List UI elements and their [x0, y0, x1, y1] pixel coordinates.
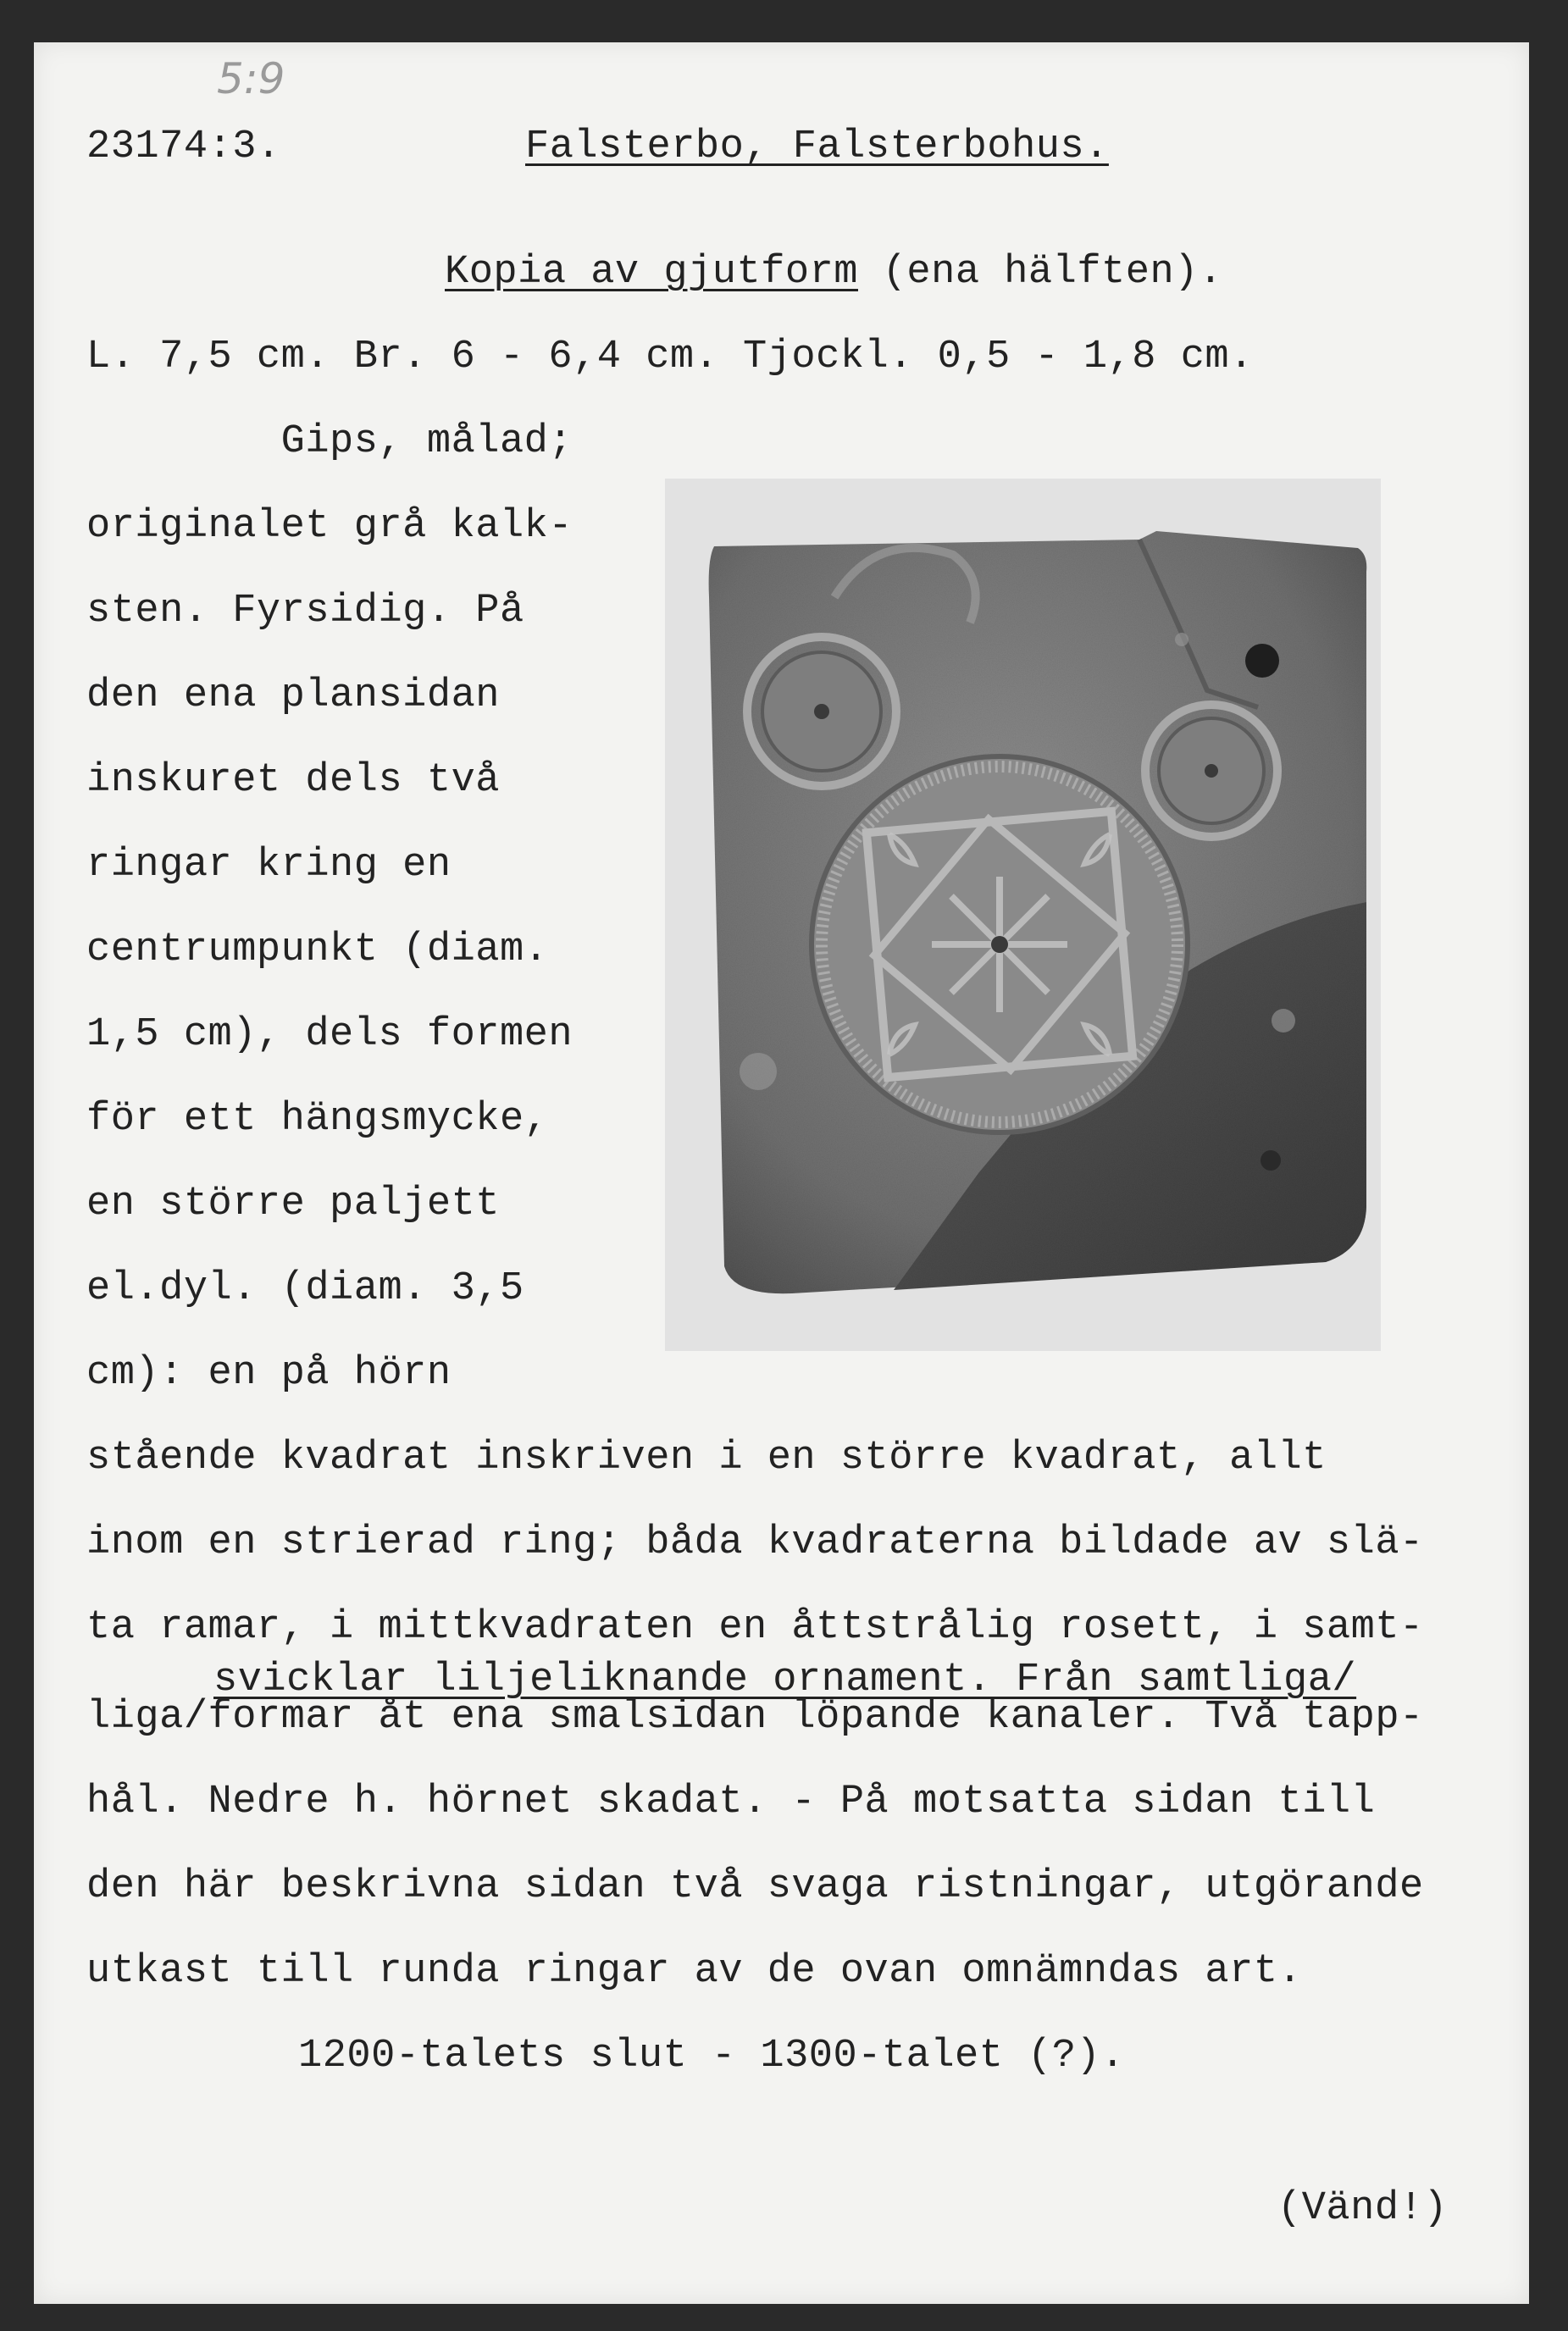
description-line: för ett hängsmycke,	[86, 1097, 549, 1142]
peg-hole	[1245, 644, 1279, 678]
dating-line: 1200-talets slut - 1300-talet (?).	[298, 2034, 1125, 2079]
catalog-number: 23174:3.	[86, 125, 281, 169]
description-line: originalet grå kalk-	[86, 504, 573, 549]
description-line: sten. Fyrsidig. På	[86, 589, 524, 634]
description-line: cm): en på hörn	[86, 1351, 452, 1396]
description-line: liga/formar åt ena smalsidan löpande kanaler. Två tapp-	[86, 1695, 1424, 1740]
location-heading: Falsterbo, Falsterbohus.	[525, 125, 1109, 169]
mould-photograph	[665, 479, 1381, 1351]
description-line: centrumpunkt (diam.	[86, 927, 549, 972]
description-line: stående kvadrat inskriven i en större kvadrat, allt	[86, 1436, 1327, 1481]
peg-hole	[1260, 1150, 1281, 1171]
catalog-card	[34, 42, 1529, 2304]
description-line: inskuret dels två	[86, 758, 500, 803]
description-line: en större paljett	[86, 1182, 500, 1226]
description-line: den här beskrivna sidan två svaga ristningar, utgörande	[86, 1864, 1424, 1909]
small-ring-right	[1145, 705, 1277, 837]
description-line: el.dyl. (diam. 3,5	[86, 1266, 524, 1311]
object-title	[445, 249, 1223, 296]
dimensions-line: L. 7,5 cm. Br. 6 - 6,4 cm. Tjockl. 0,5 - 1,8 cm.	[86, 335, 1254, 379]
typed-correction-line: svicklar liljeliknande ornament. Från samtliga/	[213, 1658, 1357, 1703]
description-line: ta ramar, i mittkvadraten en åttstrålig rosett, i samt-	[86, 1605, 1424, 1650]
object-title-rest: (ena hälften).	[882, 250, 1223, 295]
description-line: ringar kring en	[86, 843, 452, 888]
description-line: 1,5 cm), dels formen	[86, 1012, 573, 1057]
small-ring-left	[747, 637, 896, 786]
description-line: Gips, målad;	[86, 419, 573, 464]
description-line: utkast till runda ringar av de ovan omnämndas art.	[86, 1949, 1303, 1994]
pendant-mould	[812, 756, 1188, 1132]
description-line: den ena plansidan	[86, 673, 500, 718]
turn-over-note: (Vänd!)	[1277, 2186, 1448, 2231]
description-line: inom en strierad ring; båda kvadraterna bildade av slä-	[86, 1520, 1424, 1565]
handwritten-number: 5:9	[217, 54, 285, 103]
description-line: hål. Nedre h. hörnet skadat. - På motsatta sidan till	[86, 1780, 1376, 1824]
object-title-underlined: Kopia av gjutform	[445, 250, 858, 295]
